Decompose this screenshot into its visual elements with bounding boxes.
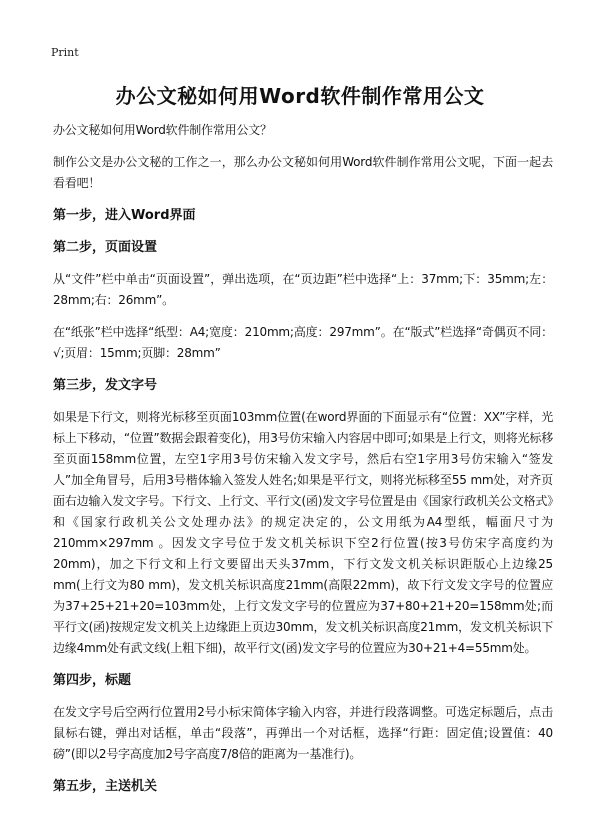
print-label: Print [51, 46, 79, 59]
step3-paragraph-1: 如果是下行文，则将光标移至页面103mm位置(在word界面的下面显示有“位置：XX”字样，光标上下移动，“位置”数据会跟着变化)，用3号仿宋输入内容居中即可;如果是上行文，则将光标移至页面158mm位置，左空1字用3号仿宋输入发文字号，然后右空1字用3号仿宋输入“签发人”加全角冒号，后用3号楷体输入签发人姓名;如果是平行文，则将光标移至55 mm处，对齐页面右边输入发文字号。下行文、上行文、平行文(函)发文字号位置是由《国家行政机关公文格式》和《国家行政机关公文处理办法》的规定决定的，公文用纸为A4型纸，幅面尺寸为210mm×297mm 。因发文字号位于发文机关标识下空2行位置(按3号仿宋字高度约为20mm)，加之下行文和上行文要留出天头37mm，下行文发文机关标识距版心上边缘25 mm(上行文为80 mm)，发文机关标识高度21mm(高限22mm)，故下行文发文字号的位置应为37+25+21+20=103mm处，上行文发文字号的位置应为37+80+21+20=158mm处;而平行文(函)按规定发文机关上边缘距上页边30mm，发文机关标识高度21mm，发文机关标识下边缘4mm处有武文线(上粗下细)，故平行文(函)发文字号的位置应为30+21+4=55mm处。 [53, 410, 553, 655]
step5-heading: 第五步，主送机关 [53, 779, 158, 794]
step1-heading: 第一步，进入Word界面 [53, 208, 196, 223]
step2-heading: 第二步，页面设置 [53, 240, 158, 255]
document-title: 办公文秘如何用Word软件制作常用公文 [115, 84, 485, 108]
step2-paragraph-1: 从“文件”栏中单击“页面设置”，弹出选项，在“页边距”栏中选择“上：37mm;下：35mm;左：28mm;右：26mm”。 [53, 272, 553, 307]
intro-question: 办公文秘如何用Word软件制作常用公文？ [53, 123, 272, 137]
step3-heading: 第三步，发文字号 [53, 378, 158, 393]
intro-text: 制作公文是办公文秘的工作之一，那么办公文秘如何用Word软件制作常用公文呢，下面一起去看看吧！ [53, 155, 553, 190]
step4-paragraph-1: 在发文字号后空两行位置用2号小标宋简体字输入内容，并进行段落调整。可选定标题后，点击鼠标右键，弹出对话框，单击“段落”，再弹出一个对话框，选择“行距：固定值;设置值：40磅”(即以2号字高度加2号字高度7/8倍的距离为一基准行)。 [53, 705, 553, 761]
step4-heading: 第四步，标题 [53, 673, 132, 688]
document-body [53, 120, 553, 797]
step2-paragraph-2: 在“纸张”栏中选择“纸型：A4;宽度：210mm;高度：297mm”。在“版式”栏选择“奇偶页不同：√;页眉：15mm;页脚：28mm” [53, 325, 553, 360]
